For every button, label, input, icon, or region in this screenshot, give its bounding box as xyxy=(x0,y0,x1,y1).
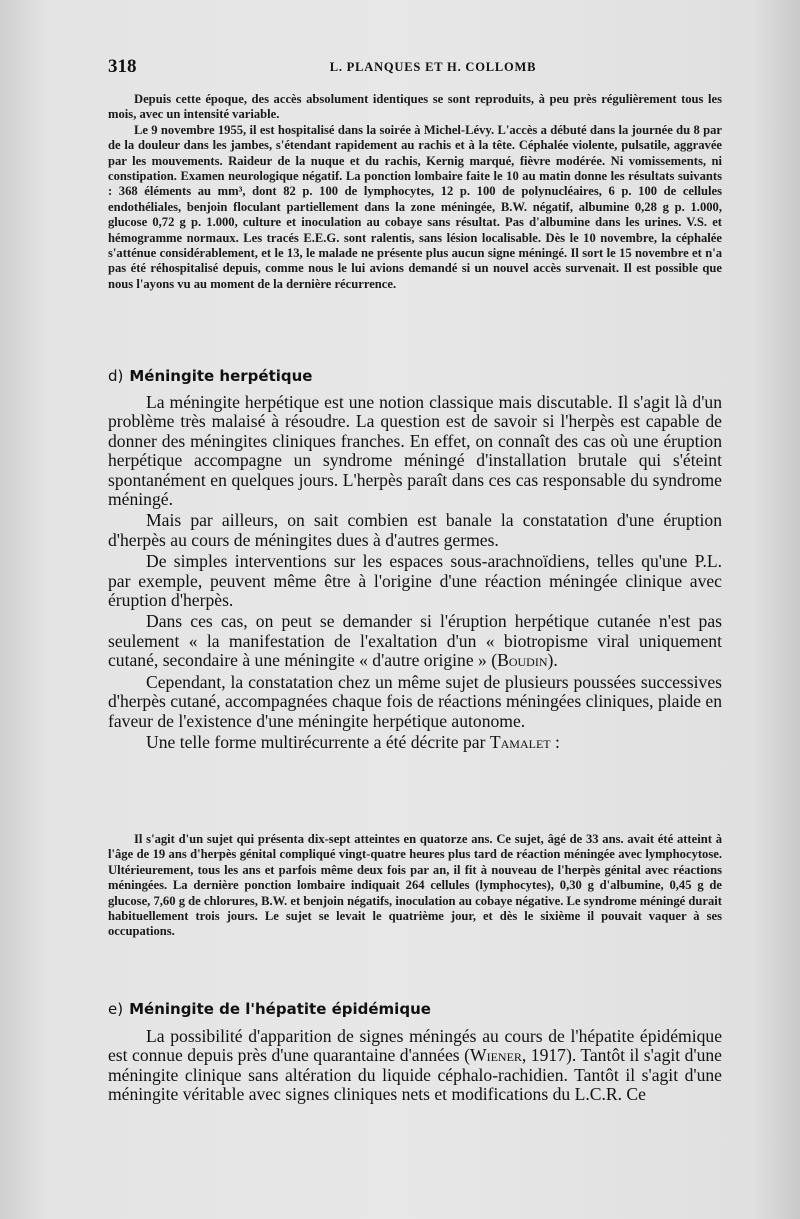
author-citation: Tamalet xyxy=(489,731,551,752)
section-letter: e) xyxy=(108,1000,124,1018)
body-paragraph: Cependant, la constatation chez un même sujet de plusieurs poussées successives d'herpès cutané, accompagnées chaque fois de réactions méningées cliniques, plaide en faveur de l'existence d'une méningite herpétique autonome. xyxy=(108,671,722,731)
case-paragraph: Il s'agit d'un sujet qui présenta dix-sept atteintes en quatorze ans. Ce sujet, âgé de 33 ans. avait été atteint à l'âge de 19 ans d'herpès génital compliqué vingt-quatre heures plus tard de réaction méningée avec lymphocytose. Ultérieurement, tous les ans et parfois même deux fois par an, il fit à nouveau de l'herpès génital avec réactions méningées. La dernière ponction lombaire indiquait 264 cellules (lymphocytes), 0,30 g d'albumine, 0,45 g de glucose, 7,60 g de chlorures, B.W. et benjoin négatifs, inoculation au cobaye négative. Le syndrome méningé durait habituellement trois jours. Le sujet se levait le quatrième jour, et dès le sixième il pouvait vaquer à ses occupations. xyxy=(108,832,722,939)
running-head: L. PLANQUES ET H. COLLOMB xyxy=(329,60,537,74)
section-heading-d xyxy=(108,367,312,385)
author-citation: Wiener xyxy=(469,1045,522,1066)
case-paragraph: Le 9 novembre 1955, il est hospitalisé dans la soirée à Michel-Lévy. L'accès a débuté dans la journée du 8 par de la douleur dans les jambes, s'étendant rapidement au rachis et à la tête. Céphalée violente, pulsatile, aggravée par les mouvements. Raideur de la nuque et du rachis, Kernig marqué, fièvre modérée. Ni vomissements, ni constipation. Examen neurologique négatif. La ponction lombaire faite le 10 au matin donne les résultats suivants : 368 éléments au mm³, dont 82 p. 100 de lymphocytes, 12 p. 100 de polynucléaires, 6 p. 100 de cellules endothéliales, benjoin floculant partiellement dans la zone méningée, B.W. négatif, albumine 0,28 g p. 1.000, glucose 0,72 g p. 1.000, culture et inoculation au cobaye sans résultat. Pas d'albumine dans les urines. V.S. et hémogramme normaux. Les tracés E.E.G. sont ralentis, sans lésion localisable. Dès le 10 novembre, la céphalée s'atténue considérablement, et le 13, le malade ne présente plus aucun signe méningé. Il sort le 15 novembre et n'a pas été réhospitalisé depuis, comme nous le lui avions demandé si un nouvel accès survenait. Il est possible que nous l'ayons vu au moment de la dernière récurrence. xyxy=(108,122,722,291)
section-heading-e xyxy=(108,1000,431,1018)
paragraph-text: ). xyxy=(547,650,558,671)
body-paragraph xyxy=(108,1027,722,1105)
body-paragraph xyxy=(108,733,722,752)
body-paragraph: Mais par ailleurs, on sait combien est banale la constatation d'une éruption d'herpès au cours de méningites dues à d'autres germes. xyxy=(108,510,722,550)
paragraph-text: : xyxy=(550,731,560,752)
section-d-body xyxy=(108,393,722,752)
section-letter: d) xyxy=(108,367,124,385)
case-paragraph: Depuis cette époque, des accès absolument identiques se sont reproduits, à peu près régulièrement tous les mois, avec un intensité variable. xyxy=(108,92,722,122)
section-title: Méningite herpétique xyxy=(129,367,313,385)
case-report-1 xyxy=(108,92,722,292)
page-number: 318 xyxy=(108,56,137,77)
body-paragraph: La méningite herpétique est une notion classique mais discutable. Il s'agit là d'un problème très malaisé à résoudre. La question est de savoir si l'herpès est capable de donner des méningites cliniques franches. En effet, on connaît des cas où une éruption herpétique accompagne un syndrome méningé d'installation brutale qui s'éteint spontanément en quelques jours. L'herpès paraît dans ces cas responsable du syndrome méningé. xyxy=(108,392,722,510)
body-paragraph xyxy=(108,612,722,670)
paragraph-text: La possibilité d'apparition de signes méningés au cours de l'hépatite épidémique est connue depuis près d'une quarantaine d'années ( xyxy=(108,1026,722,1066)
section-e-body xyxy=(108,1027,722,1105)
paragraph-text: , 1917). Tantôt il s'agit d'une méningite clinique sans altération du liquide céphalo-rachidien. Tantôt il s'agit d'une méningite véritable avec signes cliniques nets et modifications du L.C.R. Ce xyxy=(108,1045,722,1105)
paragraph-text: Dans ces cas, on peut se demander si l'éruption herpétique cutanée n'est pas seulement « la manifestation de l'exaltation d'un « biotropisme viral uniquement cutané, secondaire à une méningite « d'autre origine » ( xyxy=(108,611,722,671)
section-title: Méningite de l'hépatite épidémique xyxy=(129,1000,431,1018)
paragraph-text: Une telle forme multirécurrente a été décrite par xyxy=(146,731,490,752)
author-citation: Boudin xyxy=(497,650,548,671)
body-paragraph: De simples interventions sur les espaces sous-arachnoïdiens, telles qu'une P.L. par exemple, peuvent même être à l'origine d'une réaction méningée clinique avec éruption d'herpès. xyxy=(108,551,722,611)
page-header xyxy=(108,56,728,80)
case-report-2 xyxy=(108,832,722,940)
